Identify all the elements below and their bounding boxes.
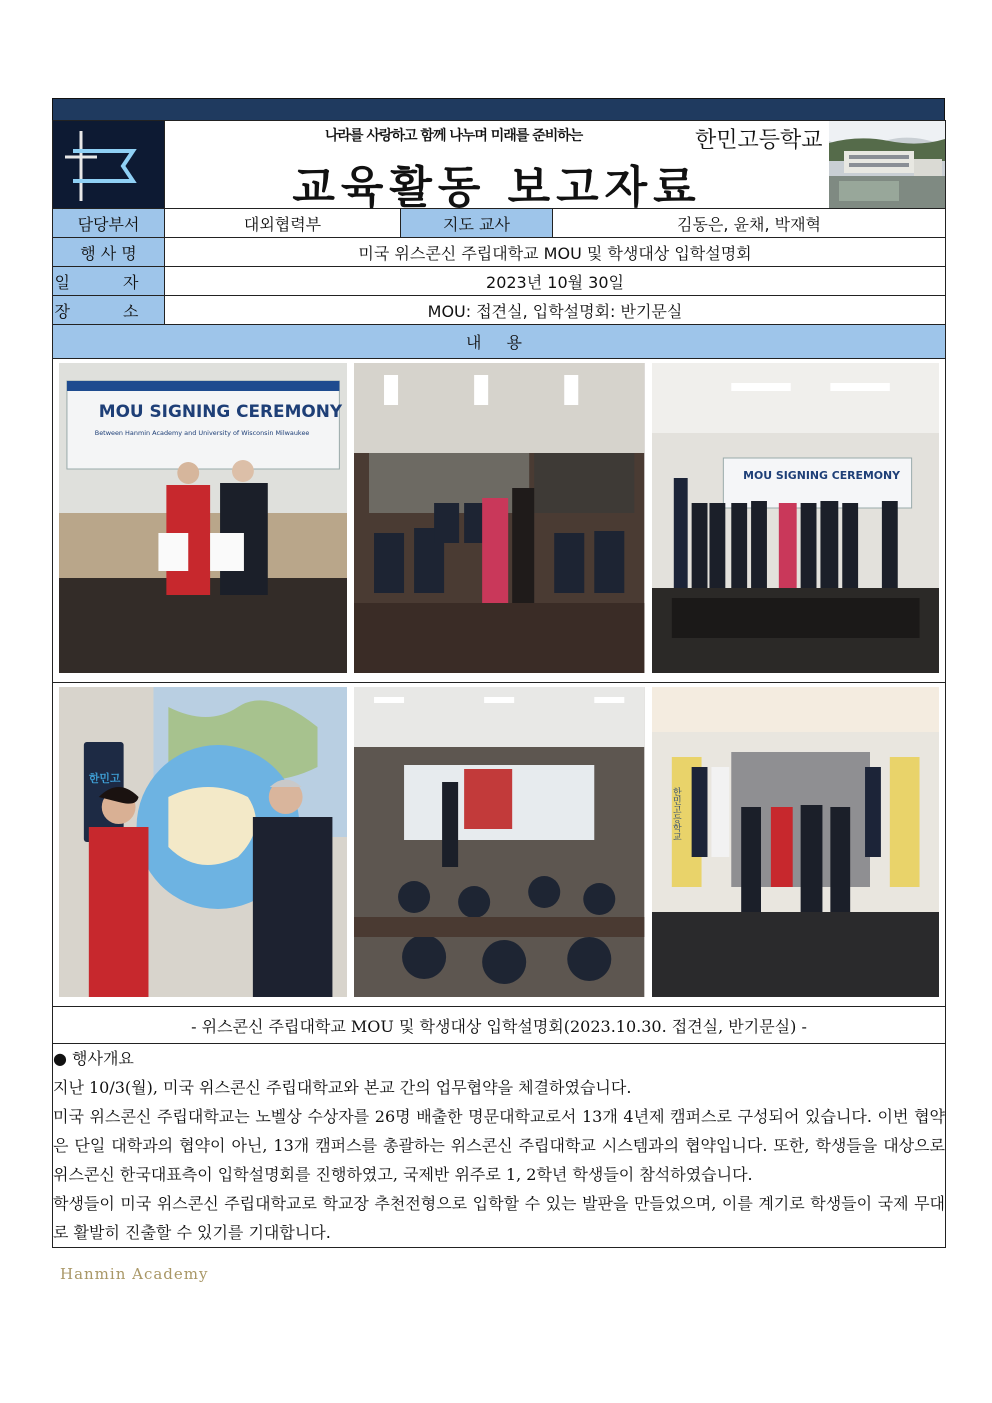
report-body [53,1044,946,1248]
report-table [52,120,946,1248]
school-name: 한민고등학교 [695,128,823,153]
p3-banner: MOU SIGNING CEREMONY [742,468,900,483]
place-label: 장 소 [53,296,165,325]
event-label: 행 사 명 [53,238,165,267]
body-paragraph-3: 학생들이 미국 위스콘신 주립대학교로 학교장 추천전형으로 입학할 수 있는 발판을 만들었으며, 이를 계기로 학생들이 국제 무대로 활발히 진출할 수 있기를 기대합니다. [53,1194,946,1242]
p1-banner: MOU SIGNING CEREMONY [98,400,343,422]
event-value: 미국 위스콘신 주립대학교 MOU 및 학생대상 입학설명회 [165,238,946,267]
school-logo [53,121,165,209]
photo-caption: - 위스콘신 주립대학교 MOU 및 학생대상 입학설명회(2023.10.30. 접견실, 반기문실) - [53,1007,946,1044]
photo-globe [59,687,347,997]
body-paragraph-1: 지난 10/3(월), 미국 위스콘신 주립대학교와 본교 간의 업무협약을 체결하였습니다. [53,1078,632,1097]
photo-mou-group [652,363,939,673]
dept-value: 대외협력부 [165,209,401,238]
date-value: 2023년 10월 30일 [165,267,946,296]
title-area [165,121,946,213]
date-label: 일 자 [53,267,165,296]
content-label: 내 용 [53,325,946,359]
school-slogan: 나라를 사랑하고 함께 나누며 미래를 준비하는 [325,128,583,144]
photo-stage-group [652,687,939,997]
p4-sign: 한민고 [88,771,121,786]
photo-students-group [354,363,644,673]
body-heading: ● 행사개요 [53,1049,134,1068]
teacher-label: 지도 교사 [401,209,553,238]
dept-label: 담당부서 [53,209,165,238]
page-title: 교육활동 보고자료 [292,162,702,213]
report-sheet [52,98,945,1248]
p6-sign: 한민고등학교 [670,787,681,841]
campus-photo [829,121,945,208]
teacher-value: 김동은, 윤채, 박재혁 [553,209,946,238]
body-paragraph-2: 미국 위스콘신 주립대학교는 노벨상 수상자를 26명 배출한 명문대학교로서 13개 4년제 캠퍼스로 구성되어 있습니다. 이번 협약은 단일 대학과의 협약이 아닌, 13개 캠퍼스를 총괄하는 위스콘신 주립대학교 시스템과의 협약입니다. 또한, 학생들을 대상으로 위스콘신 한국대표측이 입학설명회를 진행하였고, 국제반 위주로 1, 2학년 학생들이 참석하였습니다. [53,1107,946,1184]
p1-sub: Between Hanmin Academy and University of Wisconsin Milwaukee [94,428,310,438]
photo-mou-signing [59,363,347,673]
place-value: MOU: 접견실, 입학설명회: 반기문실 [165,296,946,325]
footer-text: Hanmin Academy [60,1265,209,1283]
photo-info-session [354,687,644,997]
top-bar [52,98,945,120]
